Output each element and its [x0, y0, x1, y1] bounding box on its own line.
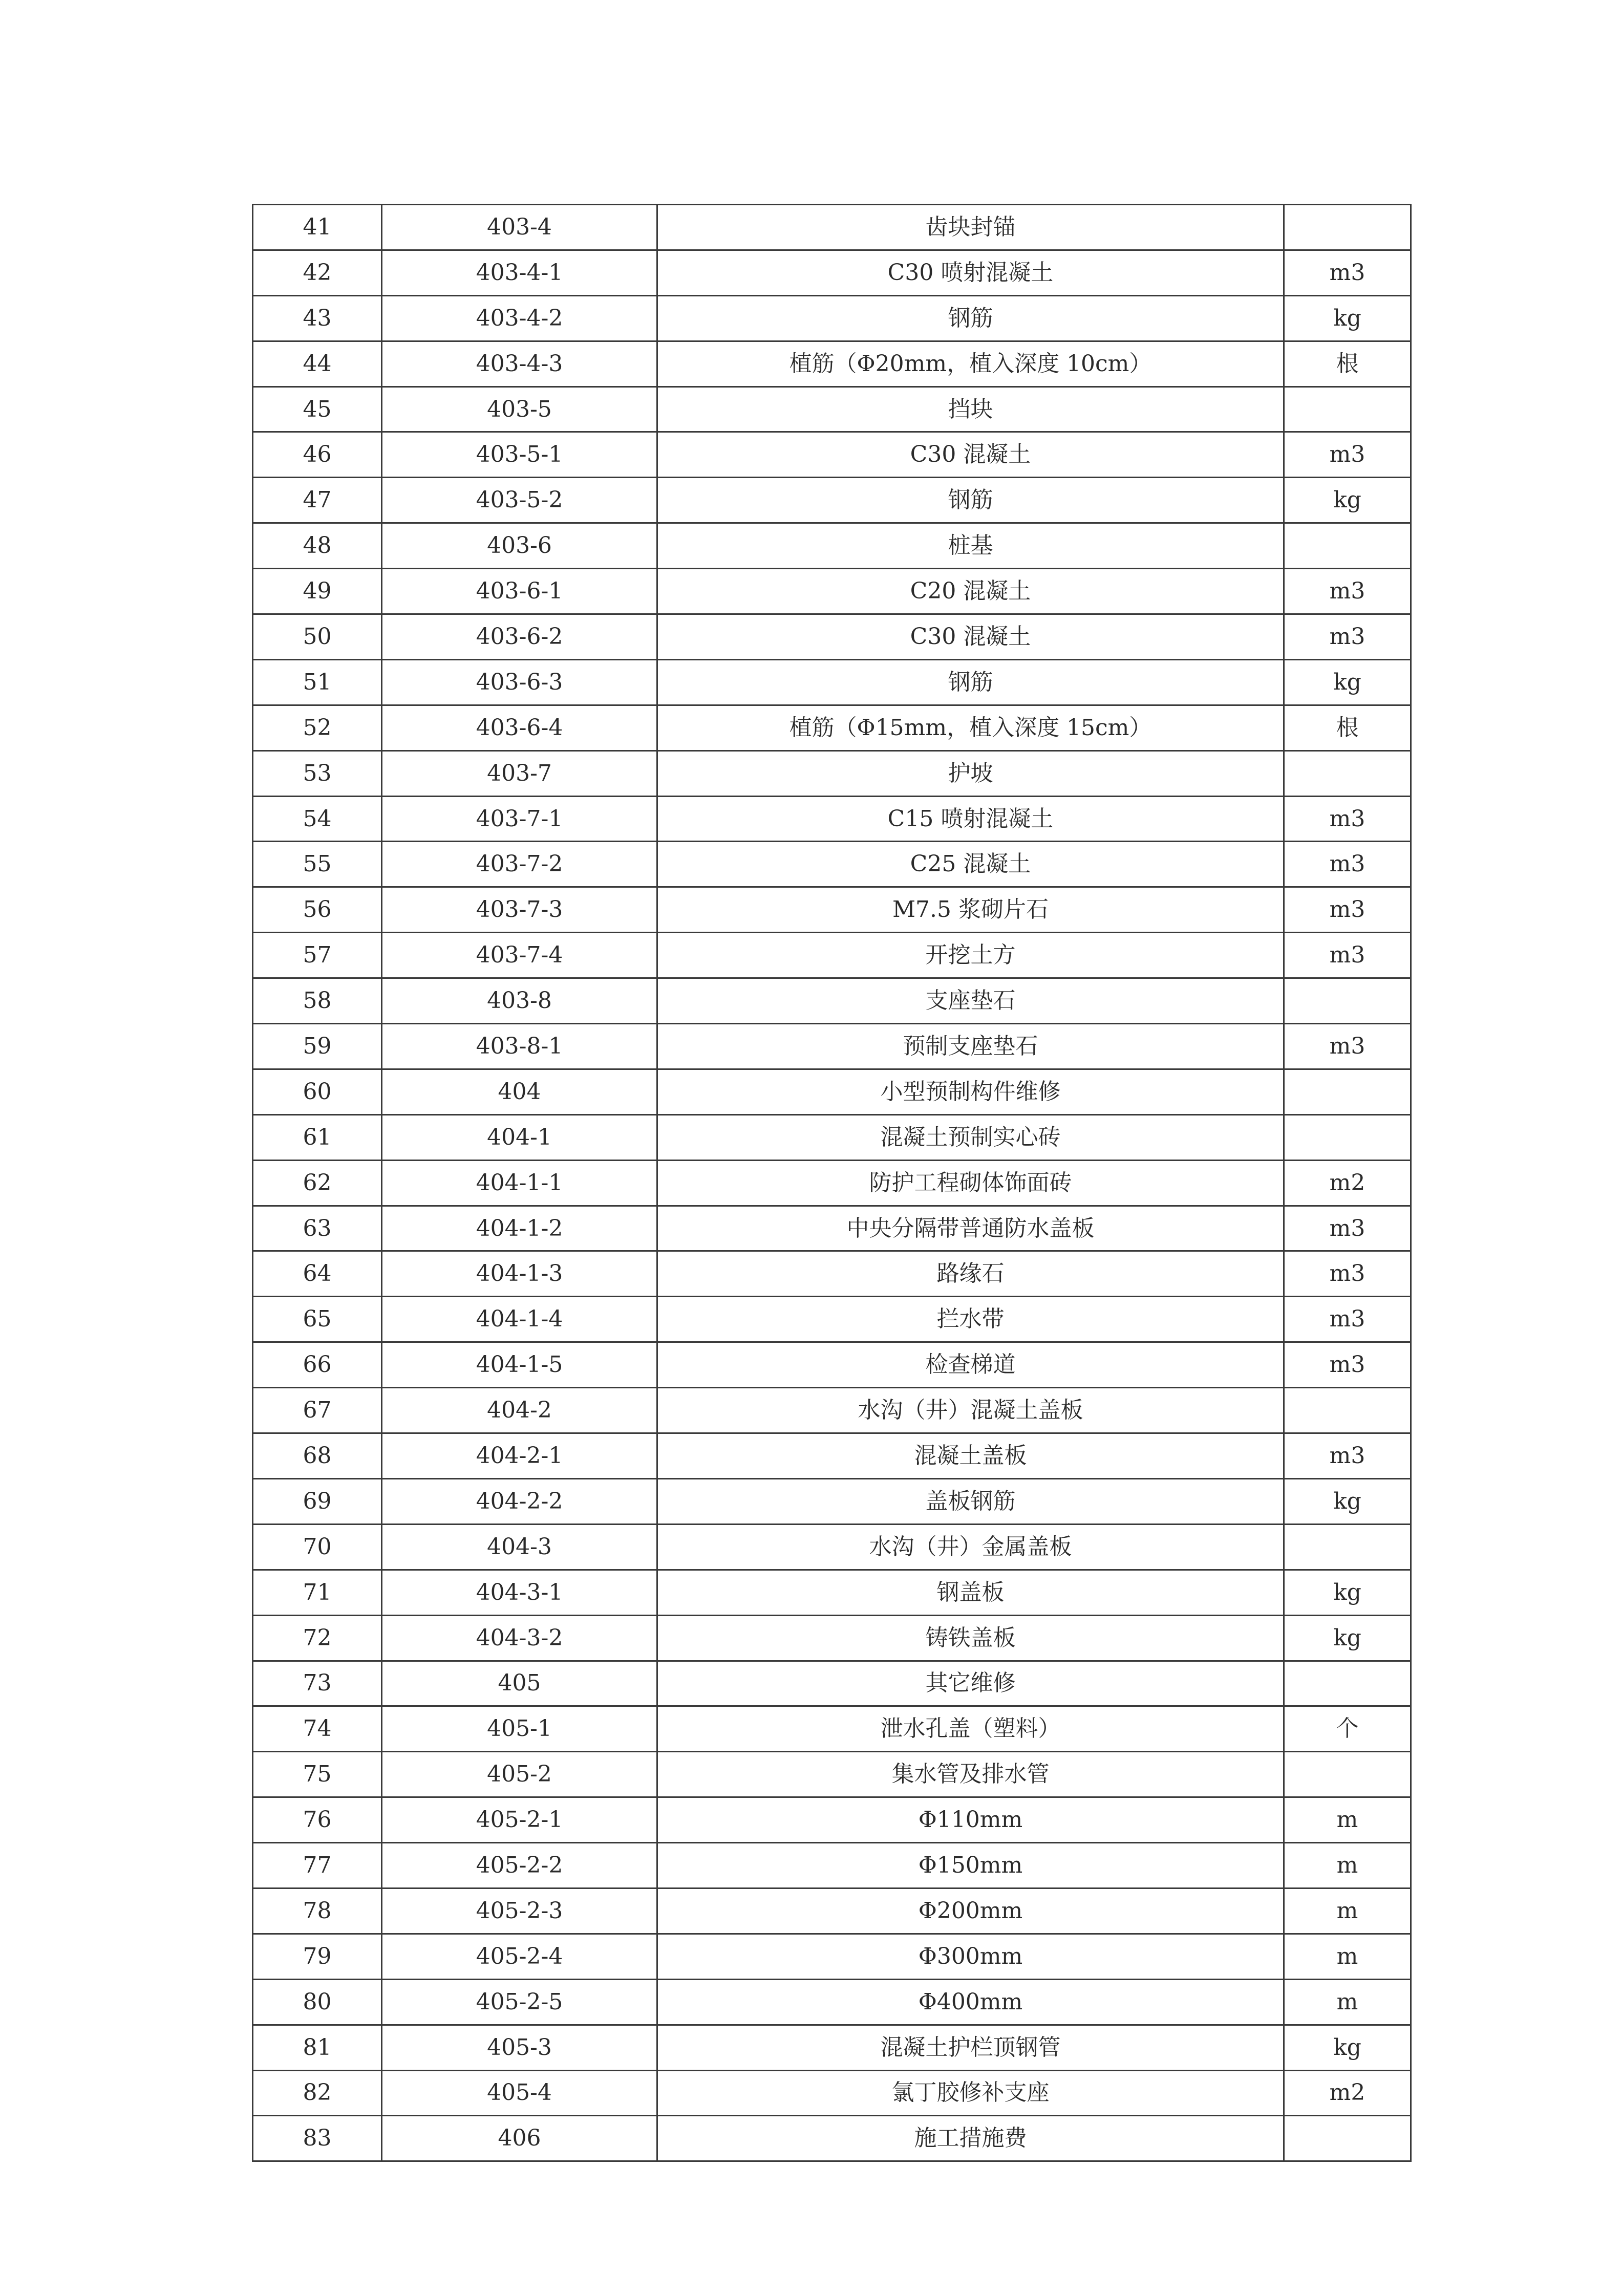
row-number-cell: 71: [253, 1570, 382, 1615]
table-row: [253, 1388, 1411, 1433]
item-code-cell: 403-6-2: [382, 614, 657, 660]
unit-cell: kg: [1284, 478, 1411, 523]
item-name-cell: 泄水孔盖（塑料）: [657, 1706, 1284, 1752]
table-row: [253, 933, 1411, 978]
table-row: [253, 295, 1411, 341]
row-number-cell: 83: [253, 2116, 382, 2161]
table-row: [253, 1615, 1411, 1661]
item-name-cell: 护坡: [657, 750, 1284, 796]
item-name-cell: 钢筋: [657, 478, 1284, 523]
item-code-cell: 404-2-2: [382, 1478, 657, 1524]
table-row: [253, 659, 1411, 705]
item-name-cell: 钢筋: [657, 295, 1284, 341]
item-name-cell: 施工措施费: [657, 2116, 1284, 2161]
item-code-cell: 403-7-1: [382, 796, 657, 842]
row-number-cell: 72: [253, 1615, 382, 1661]
table-row: [253, 796, 1411, 842]
item-code-cell: 405-3: [382, 2025, 657, 2070]
table-row: [253, 705, 1411, 750]
unit-cell: [1284, 205, 1411, 250]
item-code-cell: 403-6-3: [382, 659, 657, 705]
item-name-cell: C25 混凝土: [657, 842, 1284, 887]
unit-cell: m: [1284, 1797, 1411, 1843]
row-number-cell: 62: [253, 1160, 382, 1206]
table-row: [253, 1433, 1411, 1479]
item-code-cell: 404-3: [382, 1524, 657, 1570]
item-code-cell: 404-1-4: [382, 1297, 657, 1342]
item-code-cell: 405-1: [382, 1706, 657, 1752]
table-row: [253, 432, 1411, 478]
row-number-cell: 63: [253, 1206, 382, 1251]
table-row: [253, 1024, 1411, 1069]
row-number-cell: 64: [253, 1251, 382, 1297]
row-number-cell: 61: [253, 1114, 382, 1160]
item-name-cell: Φ200mm: [657, 1888, 1284, 1934]
table-row: [253, 1342, 1411, 1388]
item-code-cell: 404-3-1: [382, 1570, 657, 1615]
item-code-cell: 403-4-2: [382, 295, 657, 341]
item-name-cell: 钢盖板: [657, 1570, 1284, 1615]
row-number-cell: 47: [253, 478, 382, 523]
unit-cell: m3: [1284, 1206, 1411, 1251]
table-row: [253, 2116, 1411, 2161]
table-row: [253, 1069, 1411, 1114]
item-name-cell: Φ110mm: [657, 1797, 1284, 1843]
unit-cell: m3: [1284, 1297, 1411, 1342]
item-code-cell: 406: [382, 2116, 657, 2161]
table-row: [253, 1251, 1411, 1297]
unit-cell: [1284, 523, 1411, 569]
item-code-cell: 403-7: [382, 750, 657, 796]
unit-cell: [1284, 1524, 1411, 1570]
row-number-cell: 77: [253, 1843, 382, 1889]
item-code-cell: 403-4-3: [382, 341, 657, 387]
row-number-cell: 82: [253, 2070, 382, 2116]
item-code-cell: 403-4-1: [382, 250, 657, 295]
row-number-cell: 59: [253, 1024, 382, 1069]
row-number-cell: 79: [253, 1934, 382, 1979]
item-name-cell: 植筋（Φ20mm，植入深度 10cm）: [657, 341, 1284, 387]
table-row: [253, 842, 1411, 887]
table-row: [253, 1934, 1411, 1979]
item-name-cell: 桩基: [657, 523, 1284, 569]
row-number-cell: 76: [253, 1797, 382, 1843]
unit-cell: [1284, 978, 1411, 1024]
item-name-cell: C30 喷射混凝土: [657, 250, 1284, 295]
unit-cell: [1284, 2116, 1411, 2161]
item-name-cell: 检查梯道: [657, 1342, 1284, 1388]
unit-cell: m3: [1284, 1342, 1411, 1388]
unit-cell: m3: [1284, 796, 1411, 842]
item-code-cell: 405-4: [382, 2070, 657, 2116]
item-code-cell: 403-6: [382, 523, 657, 569]
row-number-cell: 67: [253, 1388, 382, 1433]
unit-cell: m3: [1284, 933, 1411, 978]
table-row: [253, 2025, 1411, 2070]
unit-cell: kg: [1284, 1570, 1411, 1615]
item-table-body: [253, 205, 1411, 2161]
item-code-cell: 403-7-2: [382, 842, 657, 887]
row-number-cell: 56: [253, 887, 382, 933]
item-name-cell: 防护工程砌体饰面砖: [657, 1160, 1284, 1206]
row-number-cell: 74: [253, 1706, 382, 1752]
item-name-cell: 其它维修: [657, 1661, 1284, 1706]
table-row: [253, 614, 1411, 660]
item-code-cell: 405-2: [382, 1752, 657, 1797]
unit-cell: m3: [1284, 1251, 1411, 1297]
item-name-cell: 齿块封锚: [657, 205, 1284, 250]
item-code-cell: 404-1-3: [382, 1251, 657, 1297]
item-code-cell: 403-7-3: [382, 887, 657, 933]
table-row: [253, 1160, 1411, 1206]
unit-cell: m3: [1284, 887, 1411, 933]
item-name-cell: 混凝土预制实心砖: [657, 1114, 1284, 1160]
item-code-cell: 405-2-1: [382, 1797, 657, 1843]
row-number-cell: 73: [253, 1661, 382, 1706]
unit-cell: m3: [1284, 432, 1411, 478]
unit-cell: m3: [1284, 614, 1411, 660]
table-row: [253, 1206, 1411, 1251]
item-name-cell: C30 混凝土: [657, 614, 1284, 660]
row-number-cell: 42: [253, 250, 382, 295]
table-row: [253, 1524, 1411, 1570]
unit-cell: m: [1284, 1979, 1411, 2025]
unit-cell: kg: [1284, 2025, 1411, 2070]
unit-cell: kg: [1284, 659, 1411, 705]
row-number-cell: 70: [253, 1524, 382, 1570]
row-number-cell: 51: [253, 659, 382, 705]
row-number-cell: 60: [253, 1069, 382, 1114]
row-number-cell: 46: [253, 432, 382, 478]
row-number-cell: 80: [253, 1979, 382, 2025]
item-code-cell: 403-5-2: [382, 478, 657, 523]
item-name-cell: Φ400mm: [657, 1979, 1284, 2025]
item-code-cell: 404-3-2: [382, 1615, 657, 1661]
row-number-cell: 50: [253, 614, 382, 660]
item-code-cell: 403-5: [382, 387, 657, 432]
item-code-cell: 404-1-1: [382, 1160, 657, 1206]
unit-cell: [1284, 1752, 1411, 1797]
item-name-cell: C30 混凝土: [657, 432, 1284, 478]
table-row: [253, 569, 1411, 614]
unit-cell: kg: [1284, 1615, 1411, 1661]
unit-cell: [1284, 750, 1411, 796]
table-row: [253, 1114, 1411, 1160]
row-number-cell: 48: [253, 523, 382, 569]
item-code-cell: 403-4: [382, 205, 657, 250]
row-number-cell: 55: [253, 842, 382, 887]
row-number-cell: 41: [253, 205, 382, 250]
item-name-cell: Φ300mm: [657, 1934, 1284, 1979]
unit-cell: m: [1284, 1888, 1411, 1934]
row-number-cell: 58: [253, 978, 382, 1024]
table-row: [253, 1979, 1411, 2025]
table-row: [253, 387, 1411, 432]
item-code-cell: 404-2: [382, 1388, 657, 1433]
row-number-cell: 45: [253, 387, 382, 432]
item-code-cell: 405: [382, 1661, 657, 1706]
item-name-cell: 混凝土盖板: [657, 1433, 1284, 1479]
table-row: [253, 887, 1411, 933]
table-row: [253, 1888, 1411, 1934]
item-name-cell: C20 混凝土: [657, 569, 1284, 614]
item-code-cell: 403-5-1: [382, 432, 657, 478]
unit-cell: [1284, 1388, 1411, 1433]
table-row: [253, 250, 1411, 295]
unit-cell: m3: [1284, 250, 1411, 295]
table-row: [253, 341, 1411, 387]
item-code-cell: 404-1-5: [382, 1342, 657, 1388]
item-code-cell: 405-2-5: [382, 1979, 657, 2025]
item-name-cell: 挡块: [657, 387, 1284, 432]
row-number-cell: 69: [253, 1478, 382, 1524]
unit-cell: [1284, 1114, 1411, 1160]
table-row: [253, 1661, 1411, 1706]
unit-cell: [1284, 1069, 1411, 1114]
table-row: [253, 1752, 1411, 1797]
item-code-cell: 403-6-1: [382, 569, 657, 614]
item-name-cell: 小型预制构件维修: [657, 1069, 1284, 1114]
item-name-cell: 路缘石: [657, 1251, 1284, 1297]
unit-cell: m: [1284, 1843, 1411, 1889]
item-code-cell: 403-6-4: [382, 705, 657, 750]
item-name-cell: 钢筋: [657, 659, 1284, 705]
table-row: [253, 1797, 1411, 1843]
table-row: [253, 2070, 1411, 2116]
item-code-cell: 403-7-4: [382, 933, 657, 978]
item-name-cell: 中央分隔带普通防水盖板: [657, 1206, 1284, 1251]
unit-cell: m3: [1284, 1433, 1411, 1479]
item-name-cell: 拦水带: [657, 1297, 1284, 1342]
table-row: [253, 523, 1411, 569]
item-code-cell: 405-2-2: [382, 1843, 657, 1889]
item-code-cell: 403-8-1: [382, 1024, 657, 1069]
row-number-cell: 78: [253, 1888, 382, 1934]
table-row: [253, 1478, 1411, 1524]
item-name-cell: 水沟（井）混凝土盖板: [657, 1388, 1284, 1433]
item-code-cell: 404-1: [382, 1114, 657, 1160]
unit-cell: m3: [1284, 1024, 1411, 1069]
item-name-cell: 预制支座垫石: [657, 1024, 1284, 1069]
row-number-cell: 53: [253, 750, 382, 796]
row-number-cell: 43: [253, 295, 382, 341]
unit-cell: [1284, 1661, 1411, 1706]
item-code-cell: 405-2-3: [382, 1888, 657, 1934]
item-code-cell: 405-2-4: [382, 1934, 657, 1979]
row-number-cell: 44: [253, 341, 382, 387]
unit-cell: m3: [1284, 842, 1411, 887]
item-name-cell: 水沟（井）金属盖板: [657, 1524, 1284, 1570]
table-row: [253, 978, 1411, 1024]
table-row: [253, 750, 1411, 796]
item-name-cell: 盖板钢筋: [657, 1478, 1284, 1524]
table-row: [253, 1706, 1411, 1752]
row-number-cell: 75: [253, 1752, 382, 1797]
unit-cell: kg: [1284, 295, 1411, 341]
unit-cell: kg: [1284, 1478, 1411, 1524]
row-number-cell: 66: [253, 1342, 382, 1388]
item-name-cell: 开挖土方: [657, 933, 1284, 978]
item-name-cell: 集水管及排水管: [657, 1752, 1284, 1797]
item-name-cell: Φ150mm: [657, 1843, 1284, 1889]
item-table: [252, 204, 1412, 2162]
item-code-cell: 404-1-2: [382, 1206, 657, 1251]
item-name-cell: 氯丁胶修补支座: [657, 2070, 1284, 2116]
item-code-cell: 403-8: [382, 978, 657, 1024]
unit-cell: m2: [1284, 1160, 1411, 1206]
table-row: [253, 1843, 1411, 1889]
item-name-cell: M7.5 浆砌片石: [657, 887, 1284, 933]
item-name-cell: 铸铁盖板: [657, 1615, 1284, 1661]
unit-cell: m: [1284, 1934, 1411, 1979]
row-number-cell: 68: [253, 1433, 382, 1479]
unit-cell: m2: [1284, 2070, 1411, 2116]
table-row: [253, 1297, 1411, 1342]
row-number-cell: 65: [253, 1297, 382, 1342]
unit-cell: 根: [1284, 341, 1411, 387]
item-name-cell: 支座垫石: [657, 978, 1284, 1024]
table-row: [253, 1570, 1411, 1615]
row-number-cell: 54: [253, 796, 382, 842]
item-code-cell: 404: [382, 1069, 657, 1114]
row-number-cell: 57: [253, 933, 382, 978]
item-name-cell: C15 喷射混凝土: [657, 796, 1284, 842]
item-code-cell: 404-2-1: [382, 1433, 657, 1479]
unit-cell: 根: [1284, 705, 1411, 750]
item-name-cell: 混凝土护栏顶钢管: [657, 2025, 1284, 2070]
row-number-cell: 81: [253, 2025, 382, 2070]
row-number-cell: 52: [253, 705, 382, 750]
unit-cell: 个: [1284, 1706, 1411, 1752]
unit-cell: m3: [1284, 569, 1411, 614]
table-row: [253, 205, 1411, 250]
unit-cell: [1284, 387, 1411, 432]
table-row: [253, 478, 1411, 523]
row-number-cell: 49: [253, 569, 382, 614]
item-name-cell: 植筋（Φ15mm，植入深度 15cm）: [657, 705, 1284, 750]
